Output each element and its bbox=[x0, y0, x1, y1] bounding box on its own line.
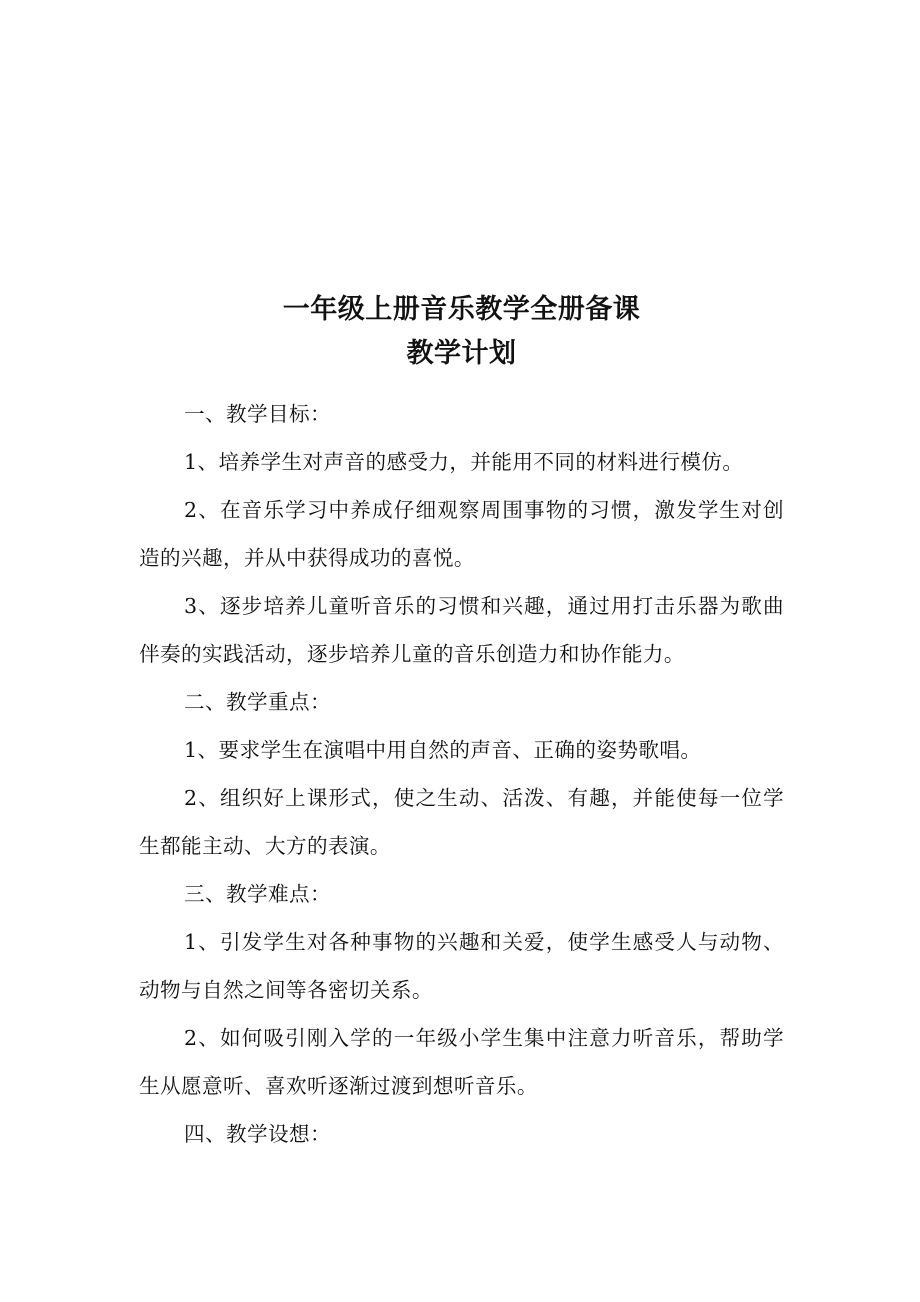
document-subtitle: 教学计划 bbox=[406, 338, 517, 369]
key-point-item-1: 1、要求学生在演唱中用自然的声音、正确的姿势歌唱。 bbox=[184, 738, 702, 762]
objective-item-3: 3、逐步培养儿童听音乐的习惯和兴趣，通过用打击乐器为歌曲伴奏的实践活动，逐步培养儿童的音乐创造力和协作能力。 bbox=[139, 594, 784, 666]
objective-item-2: 2、在音乐学习中养成仔细观察周围事物的习惯，激发学生对创造的兴趣，并从中获得成功的喜悦。 bbox=[139, 498, 784, 570]
section-heading-key-points: 二、教学重点： bbox=[184, 690, 331, 714]
section-heading-objectives: 一、教学目标： bbox=[184, 402, 331, 426]
key-point-item-2: 2、组织好上课形式，使之生动、活泼、有趣，并能使每一位学生都能主动、大方的表演。 bbox=[139, 786, 784, 858]
difficulty-item-1: 1、引发学生对各种事物的兴趣和关爱，使学生感受人与动物、动物与自然之间等各密切关系。 bbox=[139, 930, 784, 1002]
objective-item-1: 1、培养学生对声音的感受力，并能用不同的材料进行模仿。 bbox=[184, 450, 744, 474]
difficulty-item-2: 2、如何吸引刚入学的一年级小学生集中注意力听音乐，帮助学生从愿意听、喜欢听逐渐过渡到想听音乐。 bbox=[139, 1026, 784, 1098]
section-heading-difficulties: 三、教学难点： bbox=[184, 882, 331, 906]
document-title: 一年级上册音乐教学全册备课 bbox=[282, 294, 641, 325]
document-body bbox=[139, 288, 784, 1158]
section-heading-teaching-ideas: 四、教学设想： bbox=[184, 1122, 331, 1146]
